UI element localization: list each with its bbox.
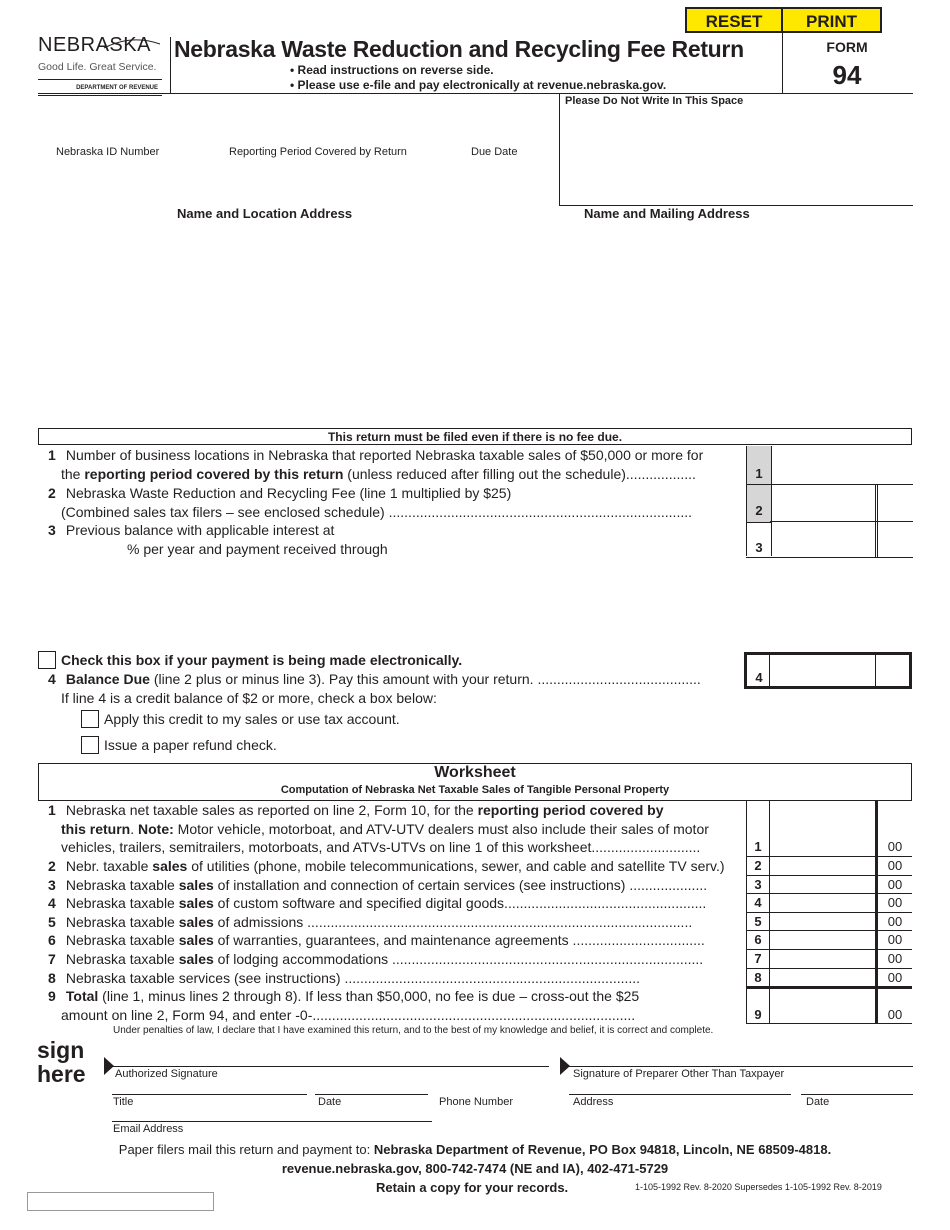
address-label: Address [573, 1096, 614, 1108]
preparer-date-input[interactable] [802, 1076, 914, 1095]
credit-balance-note: If line 4 is a credit balance of $2 or more, check a box below: [61, 690, 437, 706]
office-use-label: Please Do Not Write In This Space [565, 95, 744, 107]
return-banner-text: This return must be filed even if there is no fee due. [327, 430, 623, 444]
form-label: FORM [826, 39, 868, 55]
ws-line-5: 5 Nebraska taxable sales of admissions ................................................................................................... [48, 914, 693, 930]
name-location-label: Name and Location Address [177, 206, 353, 221]
ws-line-2: 2 Nebr. taxable sales of utilities (phone, mobile telecommunications, sewer, and cable and satellite TV serv.) [48, 858, 725, 874]
ws-line-4: 4 Nebraska taxable sales of custom software and specified digital goods.................................................... [48, 895, 707, 911]
ws-line-1-cont2: vehicles, trailers, semitrailers, motorboats, and ATVs-UTVs on line 1 of this worksheet............................ [61, 839, 701, 855]
ws-line-7-cents: 00 [887, 951, 903, 966]
form-title: Nebraska Waste Reduction and Recycling Fee Return [174, 36, 744, 62]
return-line-3-cont: % per year and payment received through [127, 541, 388, 557]
line-4-balance-cents-input[interactable] [877, 656, 913, 687]
nebraska-logo [38, 34, 162, 96]
ws-line-4-cents: 00 [887, 895, 903, 910]
preparer-signature-label: Signature of Preparer Other Than Taxpayer [573, 1068, 785, 1080]
electronic-payment-checkbox[interactable] [38, 651, 56, 669]
instruction-efile: • Please use e-file and pay electronically at revenue.nebraska.gov. [290, 78, 667, 92]
ws-line-6-number: 6 [754, 932, 762, 947]
ws-line-2-number: 2 [754, 858, 762, 873]
return-line-3: 3 Previous balance with applicable interest at [48, 522, 335, 538]
ws-line-7: 7 Nebraska taxable sales of lodging accommodations ................................................................................ [48, 951, 704, 967]
reporting-period-label: Reporting Period Covered by Return [229, 146, 407, 158]
apply-credit-checkbox[interactable] [81, 710, 99, 728]
ws-line-4-amount-input[interactable] [771, 895, 877, 913]
phone-input[interactable] [439, 1076, 563, 1095]
ws-line-8-cents: 00 [887, 970, 903, 985]
ws-line-3-number: 3 [754, 877, 762, 892]
ws-line-7-amount-input[interactable] [771, 951, 877, 969]
title-label: Title [113, 1096, 134, 1108]
ws-line-2-amount-input[interactable] [771, 858, 877, 876]
apply-credit-label: Apply this credit to my sales or use tax account. [104, 711, 400, 727]
mailing-instructions: Paper filers mail this return and payment to: Nebraska Department of Revenue, PO Box 94818, Lincoln, NE 68509-4818. [118, 1142, 832, 1157]
ws-line-1-amount-input[interactable] [771, 803, 877, 857]
date-input[interactable] [316, 1076, 430, 1095]
ws-line-6-cents: 00 [887, 932, 903, 947]
ws-line-3: 3 Nebraska taxable sales of installation and connection of certain services (see instructions) .................... [48, 877, 708, 893]
worksheet-title: Worksheet [434, 764, 516, 781]
logo-department: DEPARTMENT OF REVENUE [76, 85, 158, 91]
email-input[interactable] [113, 1103, 432, 1122]
logo-state-name: NEBRASKA [38, 34, 151, 56]
ws-line-1: 1 Nebraska net taxable sales as reported on line 2, Form 10, for the reporting period covered by [48, 802, 664, 818]
return-line-4: 4 Balance Due (line 2 plus or minus line 3). Pay this amount with your return. .......................................... [48, 671, 701, 687]
ws-line-8-number: 8 [754, 970, 762, 985]
ws-line-1-number: 1 [754, 839, 762, 854]
paper-refund-checkbox[interactable] [81, 736, 99, 754]
ws-line-1-cents: 00 [887, 839, 903, 854]
date-label: Date [318, 1096, 342, 1108]
ws-line-2-cents: 00 [887, 858, 903, 873]
ws-line-7-number: 7 [754, 951, 762, 966]
return-line-2: 2 Nebraska Waste Reduction and Recycling Fee (line 1 multiplied by $25) [48, 485, 512, 501]
ws-line-9-cents: 00 [887, 1007, 903, 1022]
ws-line-5-cents: 00 [887, 914, 903, 929]
retain-copy: Retain a copy for your records. [376, 1180, 569, 1195]
return-line-1: 1 Number of business locations in Nebraska that reported Nebraska taxable sales of $50,000 or more for [48, 447, 704, 463]
ws-line-6: 6 Nebraska taxable sales of warranties, guarantees, and maintenance agreements .................................. [48, 932, 705, 948]
ws-line-9-number: 9 [754, 1007, 762, 1022]
return-banner [38, 428, 912, 445]
paper-refund-label: Issue a paper refund check. [104, 737, 277, 753]
return-line-2-cont: (Combined sales tax filers – see enclosed schedule) .............................................................................. [61, 504, 693, 520]
print-button[interactable]: PRINT [781, 7, 882, 33]
address-input[interactable] [570, 1076, 792, 1095]
ws-line-9: 9 Total (line 1, minus lines 2 through 8). If less than $50,000, no fee is due – cross-out the $25 [48, 988, 640, 1004]
ws-line-4-number: 4 [754, 895, 762, 910]
electronic-payment-label: Check this box if your payment is being made electronically. [61, 652, 463, 668]
ws-line-9-cont: amount on line 2, Form 94, and enter -0-................................................................................... [61, 1007, 636, 1023]
ws-line-3-amount-input[interactable] [771, 877, 877, 894]
line-4-balance-dollars-input[interactable] [771, 656, 877, 687]
contact-info: revenue.nebraska.gov, 800-742-7474 (NE and IA), 402-471-5729 [281, 1161, 669, 1176]
line-3-previous-balance-cents-input[interactable] [879, 523, 915, 557]
ws-line-8: 8 Nebraska taxable services (see instructions) ............................................................................ [48, 970, 641, 986]
authorized-signature-input[interactable] [115, 1044, 549, 1066]
line-2-number-box: 2 [755, 503, 763, 518]
sign-here-label: sign here [37, 1037, 86, 1087]
due-date-label: Due Date [471, 146, 518, 158]
line-2-fee-cents-input[interactable] [879, 486, 915, 521]
worksheet-subtitle: Computation of Nebraska Net Taxable Sales of Tangible Personal Property [280, 784, 670, 796]
line-3-number-box: 3 [755, 540, 763, 555]
line-3-previous-balance-input[interactable] [772, 523, 876, 557]
ws-line-1-cont: this return. Note: Motor vehicle, motorboat, and ATV-UTV dealers must also include their sales of motor [61, 821, 709, 837]
title-input[interactable] [113, 1076, 307, 1095]
barcode-box [27, 1192, 214, 1211]
form-revision: 1-105-1992 Rev. 8-2020 Supersedes 1-105-1992 Rev. 8-2019 [635, 1182, 882, 1192]
return-line-1-cont: the reporting period covered by this return (unless reduced after filling out the schedule).................. [61, 466, 696, 482]
line-4-number-box: 4 [755, 670, 763, 685]
ws-line-8-amount-input[interactable] [771, 970, 877, 987]
line-1-number-box: 1 [755, 466, 763, 481]
line-2-fee-dollars-input[interactable] [772, 486, 876, 521]
email-label: Email Address [113, 1123, 184, 1135]
instruction-reverse: • Read instructions on reverse side. [290, 63, 494, 77]
phone-label: Phone Number [439, 1096, 513, 1108]
ws-line-3-cents: 00 [887, 877, 903, 892]
preparer-date-label: Date [806, 1096, 830, 1108]
ws-line-6-amount-input[interactable] [771, 932, 877, 950]
ws-line-9-total-input[interactable] [771, 990, 877, 1024]
ws-line-5-amount-input[interactable] [771, 914, 877, 931]
line-1-business-locations-input[interactable] [772, 448, 914, 484]
form-number: 94 [832, 60, 862, 90]
preparer-signature-input[interactable] [573, 1044, 912, 1066]
reset-button[interactable]: RESET [685, 7, 783, 33]
logo-swoosh-icon [102, 36, 162, 50]
name-mailing-label: Name and Mailing Address [584, 206, 750, 221]
nebraska-id-label: Nebraska ID Number [56, 146, 160, 158]
logo-tagline: Good Life. Great Service. [38, 61, 157, 73]
ws-line-5-number: 5 [754, 914, 762, 929]
penalty-statement: Under penalties of law, I declare that I have examined this return, and to the best of my knowledge and belief, it is correct and complete. [113, 1025, 714, 1036]
authorized-signature-label: Authorized Signature [115, 1068, 218, 1080]
